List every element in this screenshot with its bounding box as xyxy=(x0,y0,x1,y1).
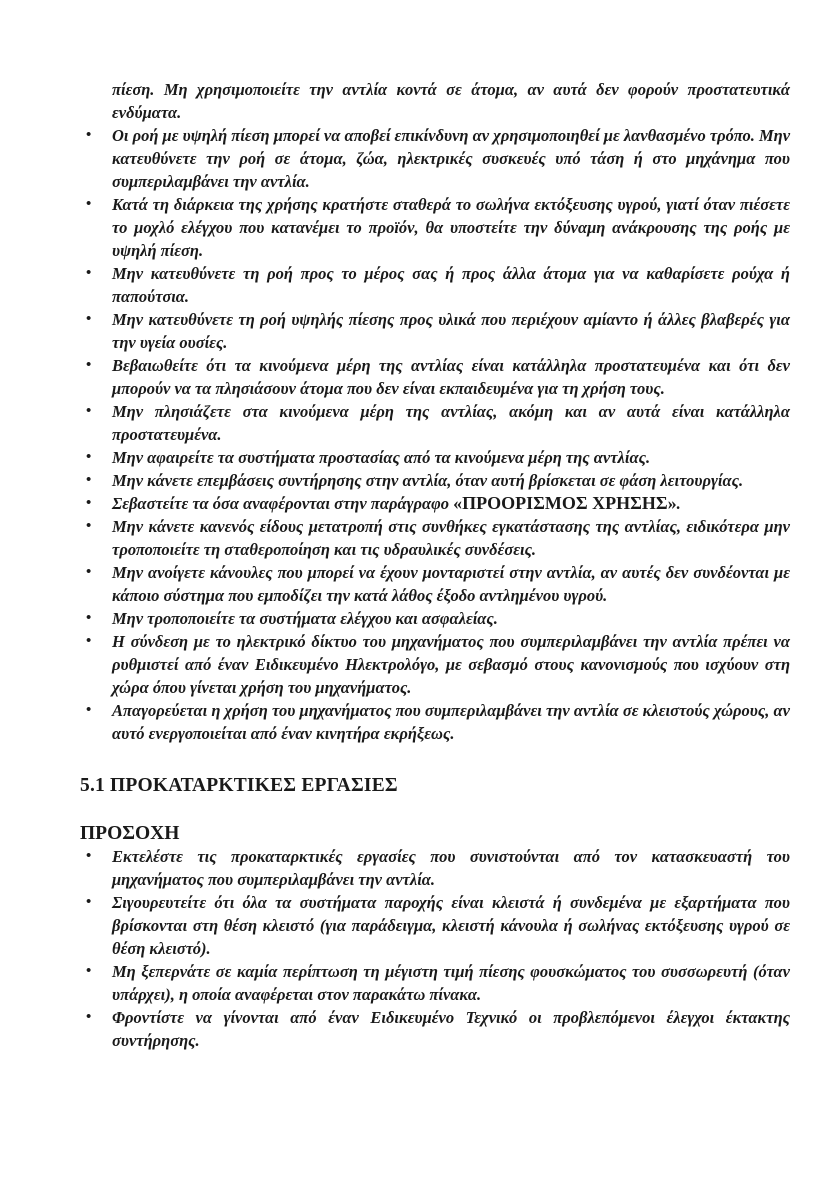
list-item: • Μην κάνετε κανενός είδους μετατροπή στις συνθήκες εγκατάστασης της αντλίας, ειδικότερα μην τροποποιείτε τη σταθεροποίηση και τις υδραυλικές συνδέσεις. xyxy=(86,517,790,559)
warnings-list xyxy=(80,124,790,745)
caution-heading: ΠΡΟΣΟΧΗ xyxy=(80,823,180,844)
preliminary-tasks-list xyxy=(80,845,790,1052)
list-item: • Μην τροποποιείτε τα συστήματα ελέγχου και ασφαλείας. xyxy=(86,609,498,628)
bullet-icon: • xyxy=(86,518,92,534)
purpose-reference: «ΠΡΟΟΡΙΣΜΟΣ ΧΡΗΣΗΣ» xyxy=(453,493,677,513)
list-item: • Μην ανοίγετε κάνουλες που μπορεί να έχουν μονταριστεί στην αντλία, αν αυτές δεν συνδέονται με κάποιο σύστημα που εμποδίζει την κατά λάθος έξοδο αντλημένου υγρού. xyxy=(86,563,790,605)
list-item: • Οι ροή με υψηλή πίεση μπορεί να αποβεί επικίνδυνη αν χρησιμοποιηθεί με λανθασμένο τρόπο. Μην κατευθύνετε την ροή σε άτομα, ζώα, ηλεκτρικές συσκευές υπό τάση ή στο μηχάνημα που συμπεριλαμβάνει την αντλία. xyxy=(86,126,791,191)
bullet-icon: • xyxy=(86,1009,92,1025)
bullet-icon: • xyxy=(86,610,92,626)
technician-list-item: • Φροντίστε να γίνονται από έναν Ειδικευμένο Τεχνικό οι προβλεπόμενοι έλεγχοι έκτακτης συντήρησης. xyxy=(86,1008,791,1050)
list-item: • Σιγουρευτείτε ότι όλα τα συστήματα παροχής είναι κλειστά ή συνδεμένα με εξαρτήματα που βρίσκονται στη θέση κλειστό (για παράδειγμα, κλειστή κάνουλα ή σωλήνας εκτόξευσης υγρού σε θέση κλειστό). xyxy=(86,893,790,958)
list-item: • Η σύνδεση με το ηλεκτρικό δίκτυο του μηχανήματος που συμπεριλαμβάνει την αντλία πρέπει να ρυθμιστεί από έναν Ειδικευμένο Ηλεκτρολόγο, με σεβασμό στους κανονισμούς που ισχύουν στη χώρα όπου γίνεται χρήση του μηχανήματος. xyxy=(86,632,790,697)
list-item: • Μην κάνετε επεμβάσεις συντήρησης στην αντλία, όταν αυτή βρίσκεται σε φάση λειτουργίας. xyxy=(86,471,744,490)
purpose-list-item: • Σεβαστείτε τα όσα αναφέρονται στην παράγραφο «ΠΡΟΟΡΙΣΜΟΣ ΧΡΗΣΗΣ». xyxy=(86,493,681,513)
bullet-icon: • xyxy=(86,702,92,718)
bullet-icon: • xyxy=(86,449,92,465)
bullet-icon: • xyxy=(86,495,92,511)
bullet-icon: • xyxy=(86,963,92,979)
bullet-icon: • xyxy=(86,633,92,649)
list-item: • Μην κατευθύνετε τη ροή προς το μέρος σας ή προς άλλα άτομα για να καθαρίσετε ρούχα ή παπούτσια. xyxy=(86,264,790,306)
list-item: • Μη ξεπερνάτε σε καμία περίπτωση τη μέγιστη τιμή πίεσης φουσκώματος του συσσωρευτή (όταν υπάρχει), η οποία αναφέρεται στον παρακάτω πίνακα. xyxy=(86,962,790,1004)
bullet-icon: • xyxy=(86,196,92,212)
bullet-icon: • xyxy=(86,894,92,910)
section-title: 5.1 ΠΡΟΚΑΤΑΡΚΤΙΚΕΣ ΕΡΓΑΣΙΕΣ xyxy=(80,775,398,796)
list-item: • Απαγορεύεται η χρήση του μηχανήματος που συμπεριλαμβάνει την αντλία σε κλειστούς χώρους, αν αυτό ενεργοποιείται από έναν κινητήρα εκρήξεως. xyxy=(86,701,790,743)
bullet-icon: • xyxy=(86,564,92,580)
bullet-icon: • xyxy=(86,127,92,143)
list-item: • Μην αφαιρείτε τα συστήματα προστασίας από τα κινούμενα μέρη της αντλίας. xyxy=(86,448,651,467)
page-content xyxy=(80,78,790,1052)
bullet-icon: • xyxy=(86,265,92,281)
list-item: • Κατά τη διάρκεια της χρήσης κρατήστε σταθερά το σωλήνα εκτόξευσης υγρού, γιατί όταν πιέσετε το μοχλό ελέγχου που κατανέμει το προϊόν, θα υποστείτε την δύναμη ανάκρουσης της ροής με υψηλή πίεση. xyxy=(86,195,790,260)
specialized-technician-emphasis: Ειδικευμένο Τεχνικό xyxy=(370,1008,518,1027)
bullet-icon: • xyxy=(86,848,92,864)
bullet-icon: • xyxy=(86,403,92,419)
continuation-paragraph: πίεση. Μη χρησιμοποιείτε την αντλία κοντά σε άτομα, αν αυτά δεν φορούν προστατευτικά ενδύματα. xyxy=(112,80,790,122)
list-item: • Μην κατευθύνετε τη ροή υψηλής πίεσης προς υλικά που περιέχουν αμίαντο ή άλλες βλαβερές για την υγεία ουσίες. xyxy=(86,310,790,352)
bullet-icon: • xyxy=(86,357,92,373)
list-item: • Βεβαιωθείτε ότι τα κινούμενα μέρη της αντλίας είναι κατάλληλα προστατευμένα και ότι δεν μπορούν να τα πλησιάσουν άτομα που δεν είναι εκπαιδευμένα για τη χρήση τους. xyxy=(86,356,790,398)
bullet-icon: • xyxy=(86,472,92,488)
bullet-icon: • xyxy=(86,311,92,327)
list-item: • Εκτελέστε τις προκαταρκτικές εργασίες που συνιστούνται από τον κατασκευαστή του μηχανήματος που συμπεριλαμβάνει την αντλία. xyxy=(86,847,790,889)
list-item: • Μην πλησιάζετε στα κινούμενα μέρη της αντλίας, ακόμη και αν αυτά είναι κατάλληλα προστατευμένα. xyxy=(86,402,790,444)
